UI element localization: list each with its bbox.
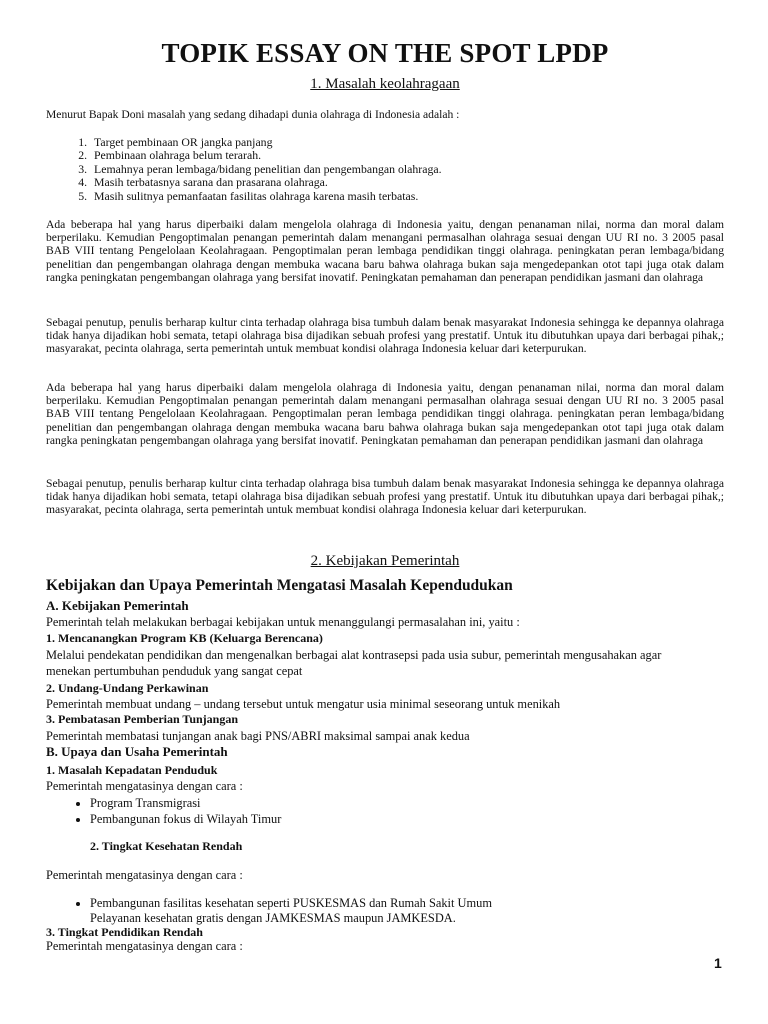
list-item: • Pembangunan fasilitas kesehatan seperti PUSKESMAS dan Rumah Sakit Umum <box>90 895 492 911</box>
a3-heading: 3. Pembatasan Pemberian Tunjangan <box>46 712 239 726</box>
section1-intro: Menurut Bapak Doni masalah yang sedang dihadapi dunia olahraga di Indonesia adalah : <box>46 108 460 121</box>
a-intro: Pemerintah telah melakukan berbagai kebijakan untuk menanggulangi permasalahan ini, yaitu : <box>46 615 520 629</box>
list-item: 3. Lemahnya peran lembaga/bidang penelitian dan pengembangan olahraga. <box>90 163 442 176</box>
a1-text: Melalui pendekatan pendidikan dan mengenalkan berbagai alat kontrasepsi pada usia subur, pemerintah mengusahakan agar menekan pertumbuhan penduduk yang sangat cepat <box>46 648 662 678</box>
problem-list <box>70 136 442 203</box>
b2-intro: Pemerintah mengatasinya dengan cara : <box>46 868 243 882</box>
a2-heading: 2. Undang-Undang Perkawinan <box>46 681 209 695</box>
a-heading: A. Kebijakan Pemerintah <box>46 598 189 613</box>
a2-text: Pemerintah membuat undang – undang tersebut untuk mengatur usia minimal seseorang untuk menikah <box>46 697 561 711</box>
b1-intro: Pemerintah mengatasinya dengan cara : <box>46 779 243 793</box>
b-heading: B. Upaya dan Usaha Pemerintah <box>46 744 228 759</box>
b1-list <box>70 795 281 827</box>
list-item: 1. Target pembinaan OR jangka panjang <box>90 136 442 149</box>
b3-heading: 3. Tingkat Pendidikan Rendah <box>46 925 203 939</box>
page-title: TOPIK ESSAY ON THE SPOT LPDP <box>161 38 609 68</box>
a1-heading: 1. Mencanangkan Program KB (Keluarga Berencana) <box>46 631 323 645</box>
paragraph-2: Sebagai penutup, penulis berharap kultur cinta terhadap olahraga bisa tumbuh dalam benak masyarakat Indonesia sehingga ke depannya olahraga tidak hanya dijadikan hobi semata, tetapi olahraga bisa dijadikan sebuah profesi yang prestatif. Untuk itu dibutuhkan upaya dari berbagai pihak,; masyarakat, pecinta olahraga, serta pemerintah untuk membuat kondisi olahraga Indonesia keluar dari keterpurukan. <box>46 316 724 356</box>
section2-subtitle: Kebijakan dan Upaya Pemerintah Mengatasi Masalah Kependudukan <box>46 577 513 594</box>
a3-text: Pemerintah membatasi tunjangan anak bagi PNS/ABRI maksimal sampai anak kedua <box>46 729 470 743</box>
b3-intro: Pemerintah mengatasinya dengan cara : <box>46 939 243 953</box>
paragraph-4: Sebagai penutup, penulis berharap kultur cinta terhadap olahraga bisa tumbuh dalam benak masyarakat Indonesia sehingga ke depannya olahraga tidak hanya dijadikan hobi semata, tetapi olahraga bisa dijadikan sebuah profesi yang prestatif. Untuk itu dibutuhkan upaya dari berbagai pihak,; masyarakat, pecinta olahraga, serta pemerintah untuk membuat kondisi olahraga Indonesia keluar dari keterpurukan. <box>46 477 724 517</box>
b2-heading: 2. Tingkat Kesehatan Rendah <box>90 839 243 853</box>
list-item: • Pembangunan fokus di Wilayah Timur <box>90 811 281 827</box>
paragraph-1: Ada beberapa hal yang harus diperbaiki dalam mengelola olahraga di Indonesia yaitu, dengan penanaman nilai, norma dan moral dalam berperilaku. Kemudian Pengoptimalan penangan pemerintah dalam menangani permasalhan olahraga sesuai dengan UU RI no. 3 2005 pasal BAB VIII tentang Pengelolaan Keolahragaan. Pengoptimalan peran lembaga pendidikan tinggi olahraga. peningkatan peran lembaga/bidang penelitian dan pengembangan olahraga dengan membuka wacana baru bahwa olahraga bukan saja mengedepankan otot tapi juga otak dalam rangka peningkatan pengembangan olahraga yang bersifat inovatif. Peningkatan pemahaman dan penerapan pendidikan jasmani dan olahraga <box>46 218 724 284</box>
b1-heading: 1. Masalah Kepadatan Penduduk <box>46 763 218 777</box>
paragraph-3: Ada beberapa hal yang harus diperbaiki dalam mengelola olahraga di Indonesia yaitu, dengan penanaman nilai, norma dan moral dalam berperilaku. Kemudian Pengoptimalan penangan pemerintah dalam menangani permasalhan olahraga sesuai dengan UU RI no. 3 2005 pasal BAB VIII tentang Pengelolaan Keolahragaan. Pengoptimalan peran lembaga pendidikan tinggi olahraga. peningkatan peran lembaga/bidang penelitian dan pengembangan olahraga dengan membuka wacana baru bahwa olahraga bukan saja mengedepankan otot tapi juga otak dalam rangka peningkatan pengembangan olahraga yang bersifat inovatif. Peningkatan pemahaman dan penerapan pendidikan jasmani dan olahraga <box>46 381 724 447</box>
section2-heading: 2. Kebijakan Pemerintah <box>310 553 460 569</box>
list-item: 5. Masih sulitnya pemanfaatan fasilitas olahraga karena masih terbatas. <box>90 190 442 203</box>
list-item: 4. Masih terbatasnya sarana dan prasarana olahraga. <box>90 176 442 189</box>
b2-item-continued: Pelayanan kesehatan gratis dengan JAMKESMAS maupun JAMKESDA. <box>90 911 456 925</box>
list-item: • Program Transmigrasi <box>90 795 281 811</box>
b2-list <box>70 895 492 911</box>
page-number: 1 <box>714 955 722 971</box>
section1-heading: 1. Masalah keolahragaan <box>310 76 460 92</box>
list-item: 2. Pembinaan olahraga belum terarah. <box>90 149 442 162</box>
